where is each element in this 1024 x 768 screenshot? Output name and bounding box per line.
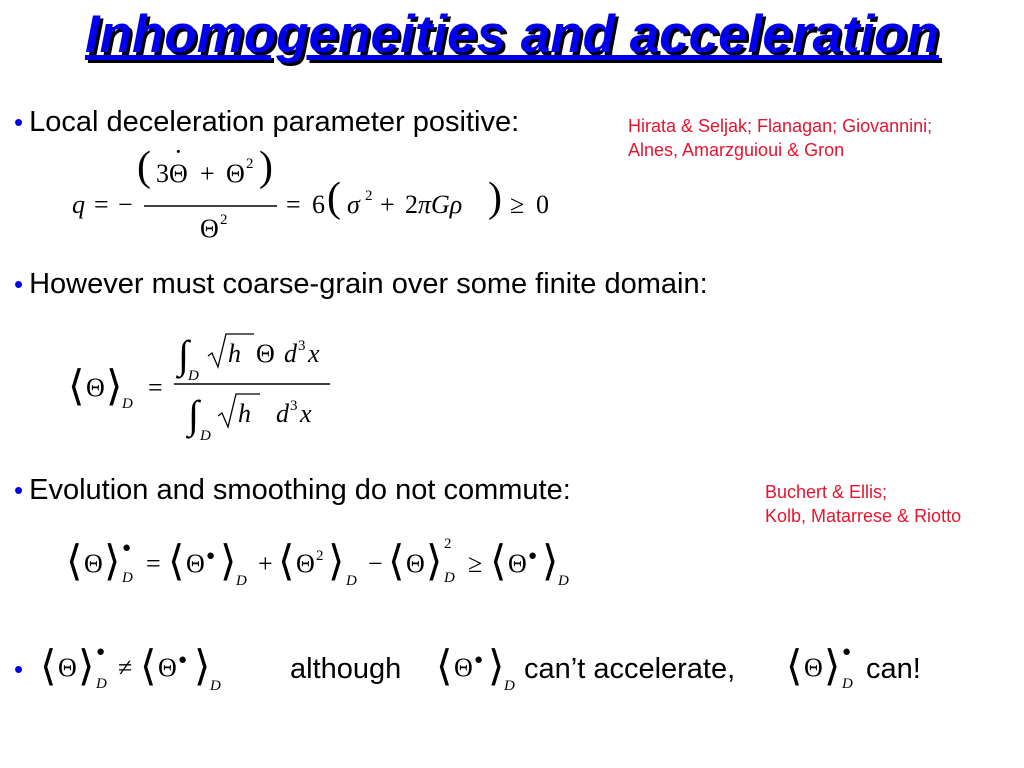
svg-text:⟩: ⟩ xyxy=(542,539,559,585)
svg-text:d: d xyxy=(276,399,289,428)
svg-text:D: D xyxy=(210,678,221,694)
svg-text:−: − xyxy=(118,190,133,219)
svg-text:⟩: ⟩ xyxy=(488,644,505,690)
svg-text:0: 0 xyxy=(536,190,549,219)
svg-text:●: ● xyxy=(528,548,538,564)
svg-text:⟩: ⟩ xyxy=(328,539,345,585)
svg-text:Θ: Θ xyxy=(58,653,77,682)
svg-text:Θ: Θ xyxy=(186,549,205,578)
svg-text:⟨: ⟨ xyxy=(786,644,803,690)
svg-text:Θ: Θ xyxy=(296,549,315,578)
text-although: although xyxy=(290,653,402,685)
svg-text:D: D xyxy=(444,570,455,586)
bullet-text: Evolution and smoothing do not commute: xyxy=(29,474,571,506)
svg-text:·: · xyxy=(174,137,183,166)
reference-line: Alnes, Amarzguioui & Gron xyxy=(628,140,845,161)
svg-text:⟨: ⟨ xyxy=(436,644,453,690)
svg-text:3Θ: 3Θ xyxy=(156,159,188,188)
svg-text:): ) xyxy=(259,144,273,190)
svg-text:⟨: ⟨ xyxy=(168,539,185,585)
svg-text:+: + xyxy=(200,159,215,188)
bullet-coarse-grain xyxy=(14,270,708,299)
svg-text:=: = xyxy=(148,373,163,402)
svg-text:●: ● xyxy=(842,644,852,660)
svg-text:2: 2 xyxy=(444,536,452,552)
equation-domain-average xyxy=(60,320,360,450)
svg-text:●: ● xyxy=(206,548,216,564)
svg-text:Θ: Θ xyxy=(804,653,823,682)
reference-line: Buchert & Ellis; xyxy=(765,482,888,502)
svg-text:≥: ≥ xyxy=(468,549,483,578)
text-can: can! xyxy=(866,653,921,685)
svg-text:(: ( xyxy=(137,144,151,190)
svg-text:=: = xyxy=(146,549,161,578)
svg-text:x: x xyxy=(308,339,320,368)
svg-text:(: ( xyxy=(327,175,341,221)
svg-text:=: = xyxy=(286,190,301,219)
svg-text:3: 3 xyxy=(298,338,306,354)
svg-text:⟩: ⟩ xyxy=(106,364,123,410)
svg-text:Θ: Θ xyxy=(86,373,105,402)
equation-commutation xyxy=(60,530,590,600)
reference-line: Kolb, Matarrese & Riotto xyxy=(765,506,962,527)
svg-text:∫: ∫ xyxy=(188,392,199,437)
reference-line: Hirata & Seljak; Flanagan; Giovannini; xyxy=(628,116,933,136)
svg-text:3: 3 xyxy=(290,398,298,414)
svg-text:Θ: Θ xyxy=(226,159,245,188)
reference-first xyxy=(628,114,932,163)
svg-text:D: D xyxy=(200,428,211,444)
bullet-dot-icon: • xyxy=(14,269,24,299)
svg-text:Θ: Θ xyxy=(508,549,527,578)
svg-text:Θ: Θ xyxy=(406,549,425,578)
svg-text:∫: ∫ xyxy=(178,332,189,377)
equation-deceleration-parameter xyxy=(60,137,580,250)
svg-text:h: h xyxy=(238,399,251,428)
svg-text:⟨: ⟨ xyxy=(388,539,405,585)
svg-text:⟨: ⟨ xyxy=(278,539,295,585)
svg-text:⟩: ⟩ xyxy=(78,644,95,690)
svg-text:●: ● xyxy=(474,652,484,668)
svg-text:D: D xyxy=(558,573,569,589)
svg-text:d: d xyxy=(284,339,297,368)
bullet-local-deceleration xyxy=(14,108,519,137)
bullet-inequality xyxy=(14,655,29,684)
equation-derivative-of-average xyxy=(782,638,864,698)
svg-text:6: 6 xyxy=(312,190,325,219)
svg-text:2: 2 xyxy=(365,188,373,204)
svg-text:Θ: Θ xyxy=(200,214,219,243)
svg-text:q: q xyxy=(72,190,85,219)
svg-text:⟨: ⟨ xyxy=(40,644,57,690)
svg-text:x: x xyxy=(300,399,312,428)
bullet-dot-icon: • xyxy=(14,107,24,137)
svg-text:): ) xyxy=(488,175,502,221)
svg-text:2: 2 xyxy=(316,548,324,564)
svg-text:2: 2 xyxy=(246,156,254,172)
equation-average-of-derivative xyxy=(432,638,524,698)
svg-text:⟩: ⟩ xyxy=(220,539,237,585)
reference-second xyxy=(765,480,961,529)
svg-text:⟩: ⟩ xyxy=(104,539,121,585)
svg-text:Θ: Θ xyxy=(84,549,103,578)
bullet-evolution-smoothing xyxy=(14,476,571,505)
svg-text:●: ● xyxy=(96,644,106,660)
bullet-dot-icon: • xyxy=(14,475,24,505)
svg-text:⟩: ⟩ xyxy=(426,539,443,585)
svg-text:2: 2 xyxy=(220,212,228,228)
svg-text:≥: ≥ xyxy=(510,190,525,219)
svg-text:Θ: Θ xyxy=(454,653,473,682)
svg-text:=: = xyxy=(94,190,109,219)
svg-text:●: ● xyxy=(122,540,132,556)
equation-not-equal xyxy=(36,638,236,698)
svg-text:πGρ: πGρ xyxy=(418,190,463,219)
svg-text:D: D xyxy=(188,368,199,384)
svg-text:−: − xyxy=(368,549,383,578)
svg-text:D: D xyxy=(236,573,247,589)
slide-title: Inhomogeneities and acceleration xyxy=(84,5,940,64)
svg-text:σ: σ xyxy=(347,190,360,219)
text-cant-accelerate: can’t accelerate, xyxy=(524,653,736,685)
svg-text:≠: ≠ xyxy=(118,653,133,682)
svg-text:⟩: ⟩ xyxy=(824,644,841,690)
bullet-dot-icon: • xyxy=(14,654,24,684)
svg-text:D: D xyxy=(504,678,515,694)
svg-text:D: D xyxy=(122,396,133,412)
svg-text:⟨: ⟨ xyxy=(66,539,83,585)
svg-text:⟨: ⟨ xyxy=(68,364,85,410)
svg-text:⟨: ⟨ xyxy=(140,644,157,690)
svg-text:D: D xyxy=(122,570,133,586)
svg-text:2: 2 xyxy=(405,190,418,219)
svg-text:D: D xyxy=(842,676,853,692)
svg-text:⟨: ⟨ xyxy=(490,539,507,585)
svg-text:+: + xyxy=(258,549,273,578)
svg-text:D: D xyxy=(96,676,107,692)
bullet-text: However must coarse-grain over some finite domain: xyxy=(29,268,708,300)
svg-text:●: ● xyxy=(178,652,188,668)
svg-text:+: + xyxy=(380,190,395,219)
svg-text:D: D xyxy=(346,573,357,589)
svg-text:⟩: ⟩ xyxy=(194,644,211,690)
bullet-text: Local deceleration parameter positive: xyxy=(29,106,520,138)
svg-text:h: h xyxy=(228,339,241,368)
svg-text:Θ: Θ xyxy=(256,339,275,368)
svg-text:Θ: Θ xyxy=(158,653,177,682)
